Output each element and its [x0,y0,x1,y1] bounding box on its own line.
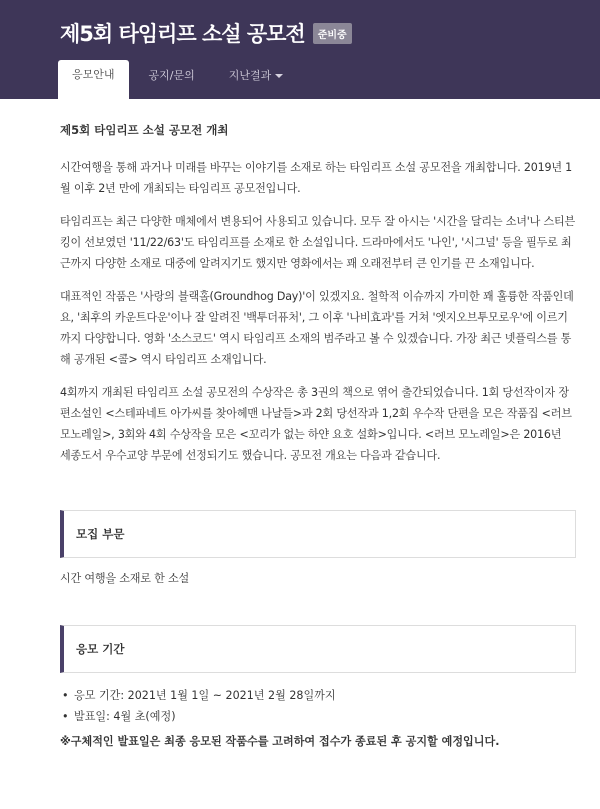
period-item: • 발표일: 4월 초(예정) [60,706,575,727]
main-content [60,120,575,752]
recruit-panel: 모집 부문 [60,510,576,558]
intro-paragraph-1: 시간여행을 통해 과거나 미래를 바꾸는 이야기를 소재로 하는 타임리프 소설 공모전을 개최합니다. 2019년 1월 이후 2년 만에 개최되는 타임리프 공모전입니다. [60,161,573,195]
intro-paragraph-4: 4회까지 개최된 타임리프 소설 공모전의 수상작은 총 3권의 책으로 엮어 출간되었습니다. 1회 당선작이자 장편소설인 <스테파네트 아가씨를 찾아헤맨 나날들>과 2회 당선작과 1,2회 우수작 단편을 모은 작품집 <러브 모노레일>, 3회와 4회 수상작을 모은 <꼬리가 없는 하얀 요호 설화>입니다. <러브 모노레일>은 2016년 세종도서 우수교양 부문에 선정되기도 했습니다. 공모전 개요는 다음과 같습니다. [60,386,572,462]
period-note: ※구체적인 발표일은 최종 응모된 작품수를 고려하여 접수가 종료된 후 공지할 예정입니다. [60,735,500,748]
period-item: • 응모 기간: 2021년 1월 1일 ~ 2021년 2월 28일까지 [60,685,575,706]
page-title: 제5회 타임리프 소설 공모전 [60,22,305,46]
intro-paragraph-3: 대표적인 작품은 '사랑의 블랙홀(Groundhog Day)'이 있겠지요. 철학적 이슈까지 가미한 꽤 훌륭한 작품인데요, '최후의 카운트다운'이나 잘 알려진 '백투더퓨처', 그 이후 '나비효과'를 거쳐 '엣지오브투모로우'에 이르기까지 다양합니다. 영화 '소스코드' 역시 타임리프 소재의 범주라고 볼 수 있겠습니다. 가장 최근 넷플릭스를 통해 공개된 <콜> 역시 타임리프 소재입니다. [60,290,574,366]
recruit-text: 시간 여행을 소재로 한 소설 [60,572,189,585]
intro-heading: 제5회 타임리프 소설 공모전 개최 [60,123,229,137]
tab-results-label: 지난결과 [228,69,272,82]
period-panel: 응모 기간 [60,625,576,673]
tab-notice[interactable]: 공지/문의 [148,69,195,82]
status-badge: 준비중 [313,23,352,44]
title-row [60,18,352,48]
intro-paragraph-2: 타임리프는 최근 다양한 매체에서 변용되어 사용되고 있습니다. 모두 잘 아시는 '시간을 달리는 소녀'나 스티븐 킹이 선보였던 '11/22/63'도 타임리프를 소재로 한 소설입니다. 드라마에서도 '나인', '시그널' 등을 필두로 최근까지 다양한 소재로 대중에 알려지기도 했지만 영화에서는 꽤 오래전부터 큰 인기를 끈 소재입니다. [60,215,576,270]
chevron-down-icon [275,74,283,78]
period-list [60,685,575,727]
tab-guide[interactable]: 응모안내 [58,60,129,99]
tab-results[interactable] [215,60,298,92]
header [0,0,600,99]
tabs [58,60,303,99]
